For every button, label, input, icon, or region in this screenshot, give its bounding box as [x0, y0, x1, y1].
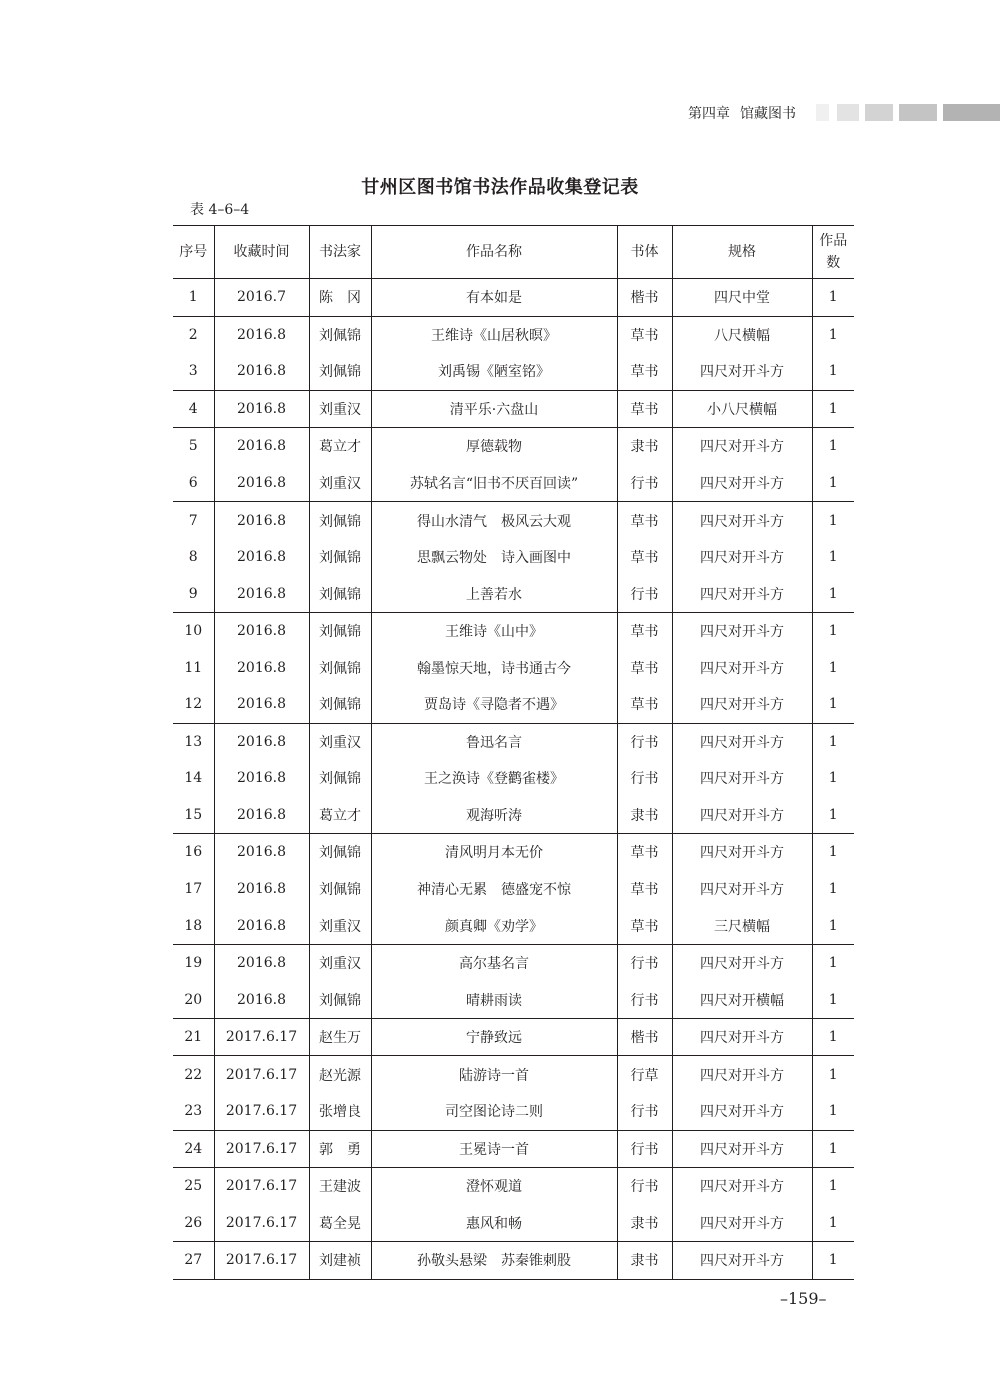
cell-work: 得山水清气 极风云大观 — [371, 502, 617, 539]
cell-artist: 刘佩锦 — [309, 649, 371, 686]
table-row — [173, 723, 854, 760]
cell-artist: 刘佩锦 — [309, 316, 371, 353]
decor-bar — [865, 104, 893, 121]
cell-no: 8 — [188, 549, 198, 566]
table-row — [173, 353, 854, 390]
cell-count: 1 — [812, 428, 854, 465]
table-number: 表 4–6–4 — [190, 202, 250, 218]
cell-size: 四尺对开斗方 — [672, 575, 812, 612]
cell-script: 隶书 — [617, 428, 672, 465]
cell-artist: 刘佩锦 — [309, 575, 371, 612]
table-row — [173, 1056, 854, 1093]
table-row — [173, 1130, 854, 1168]
cell-script: 行书 — [617, 944, 672, 981]
cell-script: 行草 — [617, 1056, 672, 1093]
cell-count: 1 — [812, 539, 854, 576]
cell-size: 四尺对开斗方 — [672, 1018, 812, 1056]
cell-size: 四尺对开斗方 — [672, 1205, 812, 1242]
cell-count: 1 — [812, 649, 854, 686]
table-row — [173, 612, 854, 649]
cell-date: 2016.8 — [214, 539, 309, 576]
cell-size: 四尺对开斗方 — [672, 723, 812, 760]
cell-no: 20 — [184, 991, 203, 1008]
cell-script: 草书 — [617, 686, 672, 723]
cell-no: 25 — [173, 1168, 214, 1205]
cell-count: 1 — [812, 760, 854, 797]
cell-script: 草书 — [617, 502, 672, 539]
cell-work: 鲁迅名言 — [371, 723, 617, 760]
cell-no: 18 — [184, 917, 203, 934]
cell-no: 3 — [188, 363, 198, 380]
cell-date: 2016.8 — [214, 353, 309, 390]
cell-size: 四尺对开斗方 — [672, 760, 812, 797]
table-row — [173, 649, 854, 686]
cell-count: 1 — [812, 502, 854, 539]
table-row — [173, 539, 854, 576]
cell-date: 2016.8 — [214, 612, 309, 649]
table-row — [173, 390, 854, 428]
cell-size: 四尺对开斗方 — [672, 539, 812, 576]
table-body — [173, 279, 854, 1280]
table-title: 甘州区图书馆书法作品收集登记表 — [361, 177, 639, 198]
cell-no: 23 — [184, 1103, 203, 1120]
col-header-count-line1: 作品 — [819, 233, 848, 249]
cell-count: 1 — [812, 1168, 854, 1205]
cell-work: 苏轼名言“旧书不厌百回读” — [371, 465, 617, 502]
cell-work: 王之涣诗《登鹳雀楼》 — [371, 760, 617, 797]
cell-no: 7 — [173, 502, 214, 539]
cell-size: 四尺对开斗方 — [672, 834, 812, 871]
table-row — [173, 907, 854, 944]
cell-count: 1 — [812, 353, 854, 390]
cell-size: 四尺对开斗方 — [672, 871, 812, 908]
page-number: –159– — [780, 1289, 827, 1308]
cell-work: 清平乐·六盘山 — [371, 390, 617, 428]
cell-artist: 刘佩锦 — [309, 539, 371, 576]
cell-work: 翰墨惊天地，诗书通古今 — [371, 649, 617, 686]
table-row — [173, 834, 854, 871]
table-row — [173, 465, 854, 502]
cell-script: 楷书 — [617, 1018, 672, 1056]
cell-artist: 刘重汉 — [309, 390, 371, 428]
cell-artist: 刘佩锦 — [309, 612, 371, 649]
cell-artist: 葛全晃 — [309, 1205, 371, 1242]
cell-work: 司空图论诗二则 — [371, 1093, 617, 1130]
cell-artist: 郭 勇 — [309, 1130, 371, 1168]
cell-work: 晴耕雨读 — [371, 981, 617, 1018]
cell-artist: 刘佩锦 — [309, 686, 371, 723]
cell-artist: 刘佩锦 — [309, 353, 371, 390]
cell-size: 小八尺横幅 — [672, 390, 812, 428]
cell-count: 1 — [812, 981, 854, 1018]
cell-count: 1 — [812, 686, 854, 723]
cell-date: 2016.8 — [214, 428, 309, 465]
cell-work: 贾岛诗《寻隐者不遇》 — [371, 686, 617, 723]
cell-date: 2016.8 — [214, 907, 309, 944]
cell-size: 四尺对开斗方 — [672, 649, 812, 686]
table-row — [173, 1093, 854, 1130]
cell-date: 2016.8 — [214, 981, 309, 1018]
cell-work: 澄怀观道 — [371, 1168, 617, 1205]
cell-script: 草书 — [617, 390, 672, 428]
chapter-label: 第四章 — [688, 106, 730, 122]
cell-work: 刘禹锡《陋室铭》 — [371, 353, 617, 390]
cell-size: 四尺对开斗方 — [672, 686, 812, 723]
cell-count: 1 — [812, 612, 854, 649]
table-row — [173, 871, 854, 908]
cell-date: 2016.8 — [214, 723, 309, 760]
cell-script: 行书 — [617, 465, 672, 502]
cell-work: 上善若水 — [371, 575, 617, 612]
col-header-date: 收藏时间 — [214, 226, 309, 279]
cell-artist: 赵光源 — [309, 1056, 371, 1093]
cell-no: 11 — [184, 659, 203, 676]
table-row — [173, 1205, 854, 1242]
cell-count: 1 — [812, 1056, 854, 1093]
table-row — [173, 316, 854, 353]
cell-work: 惠风和畅 — [371, 1205, 617, 1242]
cell-size: 四尺对开斗方 — [672, 428, 812, 465]
table-header-row — [173, 226, 854, 279]
cell-script: 行书 — [617, 723, 672, 760]
col-header-size: 规格 — [672, 226, 812, 279]
cell-work: 宁静致远 — [371, 1018, 617, 1056]
cell-no: 14 — [184, 770, 203, 787]
cell-date: 2016.8 — [214, 502, 309, 539]
cell-script: 草书 — [617, 612, 672, 649]
cell-no: 19 — [173, 944, 214, 981]
cell-date: 2017.6.17 — [214, 1205, 309, 1242]
cell-artist: 刘重汉 — [309, 723, 371, 760]
cell-date: 2017.6.17 — [214, 1168, 309, 1205]
cell-artist: 赵生万 — [309, 1018, 371, 1056]
cell-date: 2017.6.17 — [214, 1018, 309, 1056]
cell-script: 草书 — [617, 353, 672, 390]
cell-date: 2016.8 — [214, 944, 309, 981]
cell-script: 行书 — [617, 760, 672, 797]
cell-artist: 陈 冈 — [309, 279, 371, 317]
cell-artist: 刘佩锦 — [309, 871, 371, 908]
cell-count: 1 — [812, 1018, 854, 1056]
cell-date: 2016.8 — [214, 316, 309, 353]
cell-artist: 刘建祯 — [309, 1242, 371, 1280]
cell-script: 行书 — [617, 1093, 672, 1130]
cell-work: 陆游诗一首 — [371, 1056, 617, 1093]
table-row — [173, 428, 854, 465]
cell-count: 1 — [812, 279, 854, 317]
col-header-count — [812, 226, 854, 279]
cell-no: 17 — [184, 881, 203, 898]
cell-no: 4 — [173, 390, 214, 428]
cell-size: 四尺对开斗方 — [672, 353, 812, 390]
cell-no: 6 — [188, 475, 198, 491]
cell-artist: 刘佩锦 — [309, 981, 371, 1018]
cell-date: 2016.8 — [214, 649, 309, 686]
table-row — [173, 944, 854, 981]
cell-count: 1 — [812, 465, 854, 502]
cell-size: 八尺横幅 — [672, 316, 812, 353]
table-row — [173, 1168, 854, 1205]
cell-work: 神清心无累 德盛宠不惊 — [371, 871, 617, 908]
cell-no: 10 — [173, 612, 214, 649]
cell-work: 观海听涛 — [371, 797, 617, 834]
cell-no: 22 — [173, 1056, 214, 1093]
cell-size: 四尺对开斗方 — [672, 502, 812, 539]
cell-count: 1 — [812, 723, 854, 760]
cell-artist: 刘重汉 — [309, 465, 371, 502]
cell-script: 隶书 — [617, 797, 672, 834]
cell-script: 楷书 — [617, 279, 672, 317]
cell-size: 四尺对开斗方 — [672, 612, 812, 649]
cell-date: 2016.8 — [214, 834, 309, 871]
cell-count: 1 — [812, 797, 854, 834]
cell-work: 王维诗《山中》 — [371, 612, 617, 649]
running-header — [688, 103, 806, 123]
decor-bar — [837, 104, 859, 121]
cell-script: 行书 — [617, 575, 672, 612]
cell-size: 四尺对开斗方 — [672, 797, 812, 834]
cell-size: 四尺对开斗方 — [672, 1242, 812, 1280]
cell-artist: 刘佩锦 — [309, 502, 371, 539]
cell-script: 草书 — [617, 316, 672, 353]
table-row — [173, 1018, 854, 1056]
cell-count: 1 — [812, 907, 854, 944]
cell-size: 四尺对开横幅 — [672, 981, 812, 1018]
cell-date: 2016.8 — [214, 390, 309, 428]
cell-script: 草书 — [617, 649, 672, 686]
cell-count: 1 — [812, 1205, 854, 1242]
cell-count: 1 — [812, 871, 854, 908]
table-row — [173, 797, 854, 834]
cell-no: 12 — [184, 696, 203, 713]
cell-artist: 张增良 — [309, 1093, 371, 1130]
cell-date: 2016.8 — [214, 686, 309, 723]
cell-date: 2016.8 — [214, 575, 309, 612]
cell-count: 1 — [812, 834, 854, 871]
cell-date: 2017.6.17 — [214, 1093, 309, 1130]
cell-no: 5 — [173, 428, 214, 465]
cell-artist: 刘佩锦 — [309, 760, 371, 797]
cell-script: 草书 — [617, 907, 672, 944]
cell-size: 四尺对开斗方 — [672, 1056, 812, 1093]
cell-script: 行书 — [617, 1168, 672, 1205]
cell-work: 颜真卿《劝学》 — [371, 907, 617, 944]
cell-artist: 刘佩锦 — [309, 834, 371, 871]
cell-size: 三尺横幅 — [672, 907, 812, 944]
cell-count: 1 — [812, 1093, 854, 1130]
cell-artist: 刘重汉 — [309, 907, 371, 944]
cell-work: 高尔基名言 — [371, 944, 617, 981]
cell-no: 21 — [173, 1018, 214, 1056]
cell-count: 1 — [812, 575, 854, 612]
cell-no: 15 — [184, 806, 203, 823]
cell-artist: 葛立才 — [309, 428, 371, 465]
cell-no: 9 — [188, 585, 198, 602]
cell-count: 1 — [812, 390, 854, 428]
cell-size: 四尺对开斗方 — [672, 465, 812, 502]
cell-no: 16 — [173, 834, 214, 871]
cell-work: 清风明月本无价 — [371, 834, 617, 871]
cell-no: 2 — [173, 316, 214, 353]
table-row — [173, 760, 854, 797]
cell-script: 行书 — [617, 1130, 672, 1168]
cell-artist: 葛立才 — [309, 797, 371, 834]
decor-bar — [899, 104, 937, 121]
collection-table — [173, 225, 854, 1280]
cell-no: 27 — [173, 1242, 214, 1280]
table-row — [173, 686, 854, 723]
cell-script: 行书 — [617, 981, 672, 1018]
cell-count: 1 — [812, 1130, 854, 1168]
col-header-count-line2: 数 — [826, 255, 841, 271]
cell-count: 1 — [812, 316, 854, 353]
cell-script: 草书 — [617, 834, 672, 871]
cell-count: 1 — [812, 1242, 854, 1280]
cell-date: 2016.8 — [214, 797, 309, 834]
cell-work: 厚德载物 — [371, 428, 617, 465]
cell-date: 2016.8 — [214, 760, 309, 797]
cell-size: 四尺对开斗方 — [672, 1130, 812, 1168]
col-header-script: 书体 — [617, 226, 672, 279]
table-row — [173, 279, 854, 317]
table-row — [173, 981, 854, 1018]
col-header-no: 序号 — [173, 226, 214, 279]
cell-script: 隶书 — [617, 1205, 672, 1242]
cell-date: 2017.6.17 — [214, 1130, 309, 1168]
cell-no: 26 — [184, 1214, 203, 1231]
cell-no: 24 — [173, 1130, 214, 1168]
cell-size: 四尺对开斗方 — [672, 1168, 812, 1205]
cell-date: 2016.8 — [214, 465, 309, 502]
cell-script: 草书 — [617, 871, 672, 908]
table-row — [173, 1242, 854, 1280]
cell-work: 王冕诗一首 — [371, 1130, 617, 1168]
cell-date: 2017.6.17 — [214, 1056, 309, 1093]
table-row — [173, 575, 854, 612]
cell-script: 草书 — [617, 539, 672, 576]
cell-work: 思飘云物处 诗入画图中 — [371, 539, 617, 576]
col-header-artist: 书法家 — [309, 226, 371, 279]
cell-count: 1 — [812, 944, 854, 981]
cell-no: 1 — [173, 279, 214, 317]
cell-script: 隶书 — [617, 1242, 672, 1280]
table-row — [173, 502, 854, 539]
cell-no: 13 — [173, 723, 214, 760]
section-label: 馆藏图书 — [740, 106, 796, 122]
cell-date: 2016.7 — [214, 279, 309, 317]
cell-date: 2017.6.17 — [214, 1242, 309, 1280]
decor-bar — [943, 104, 1000, 121]
cell-artist: 刘重汉 — [309, 944, 371, 981]
cell-work: 王维诗《山居秋暝》 — [371, 316, 617, 353]
cell-size: 四尺对开斗方 — [672, 1093, 812, 1130]
cell-date: 2016.8 — [214, 871, 309, 908]
cell-size: 四尺对开斗方 — [672, 944, 812, 981]
cell-size: 四尺中堂 — [672, 279, 812, 317]
cell-work: 孙敬头悬梁 苏秦锥刺股 — [371, 1242, 617, 1280]
decor-bar — [816, 104, 829, 121]
cell-artist: 王建波 — [309, 1168, 371, 1205]
col-header-work: 作品名称 — [371, 226, 617, 279]
cell-work: 有本如是 — [371, 279, 617, 317]
